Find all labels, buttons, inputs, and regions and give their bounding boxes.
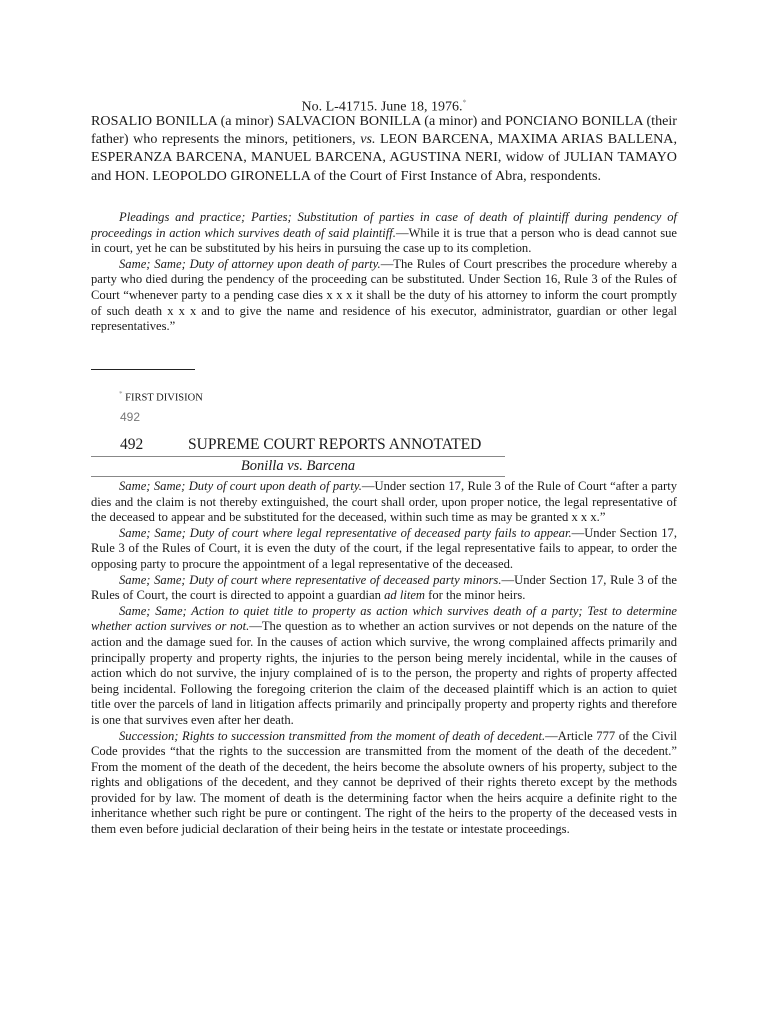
syllabus-paragraph [91, 604, 677, 729]
syllabus-body: —The Rules of Court prescribes the procedure whereby a party who died during the pendency of the proceeding can be substituted. Under Section 16, Rule 3 of the Rules of Court “whenever party to a pending case dies x x x it shall be the duty of his attorney to inform the court promptly of such death x x x and to give the name and residence of his executor, administrator, guardian or other legal representatives.” [91, 256, 677, 334]
syllabus-body: —Under section 17, Rule 3 of the Rule of Court “after a party dies and the claim is not thereby extinguished, the court shall order, upon proper notice, the legal representative of the deceased to appear and be substituted for the deceased, within such time as may be granted x x x.” [91, 479, 677, 525]
syllabus-body: —Article 777 of the Civil Code provides “that the rights to the succession are transmitted from the moment of the death of the decedent.” From the moment of the death of the decedent, the heirs become the absolute owners of his property, subject to the rights and obligations of the decedent, and they cannot be deprived of their rights thereto except by the methods provided for by law. The moment of death is the determining factor when the heirs acquire a definite right to the inheritance whether such right be pure or contingent. The right of the heirs to the property of the deceased vests in them even before judicial declaration of their being heirs in the testate or intestate proceedings. [91, 728, 677, 837]
versus: vs. [360, 131, 376, 148]
syllabus-body: —The question as to whether an action survives or not depends on the nature of the action and the damage sued for. In the causes of action which survive, the wrong complained affects primarily and principally property and property rights, the injuries to the person being merely incidental, while in the causes of action which do not survive, the injury complained of is to the person, the property and rights of property affected being incidental. Following the foregoing criterion the claim of the deceased plaintiff which is an action to quiet title over the parcels of land in litigation affects primarily and principally property and property rights and therefore is one that survives even after her death. [91, 619, 677, 727]
case-caption: Bonilla vs. Barcena [240, 458, 356, 474]
syllabus-paragraph [91, 257, 677, 335]
syllabus-body: —While it is true that a person who is dead cannot sue in court, yet he can be substituted by his heirs in pursuing the case up to its completion. [91, 225, 677, 256]
syllabus-heading: Same; Same; Duty of attorney upon death of party. [119, 256, 381, 271]
footnote [119, 387, 203, 406]
syllabus-section-2 [91, 479, 677, 838]
syllabus-body: —Under Section 17, Rule 3 of the Rules of Court, the court is directed to appoint a guardian [91, 572, 678, 603]
respondents: LEON BARCENA, MAXIMA ARIAS BALLENA, ESPERANZA BARCENA, MANUEL BARCENA, AGUSTINA NERI, widow of JULIAN TAMAYO and HON. LEOPOLDO GIRONELLA of the Court of First Instance of Abra, respondents. [91, 131, 677, 184]
syllabus-paragraph [91, 210, 677, 257]
syllabus-heading: Same; Same; Action to quiet title to property as action which survives death of a party; Test to determine whether action survives or not. [91, 603, 677, 634]
header-rule-top [91, 456, 505, 457]
docket-footnote-mark: * [462, 98, 467, 107]
header-page-number: 492 [120, 436, 144, 453]
syllabus-heading: Same; Same; Duty of court upon death of party. [119, 479, 362, 493]
syllabus-heading: Succession; Rights to succession transmitted from the moment of death of decedent. [119, 728, 546, 743]
docket-number: No. L-41715. June 18, 1976. [301, 99, 463, 115]
syllabus-latin-term: ad litem [384, 588, 426, 603]
syllabus-heading: Same; Same; Duty of court where representative of deceased party minors. [119, 572, 502, 587]
petitioners: ROSALIO BONILLA (a minor) SALVACION BONILLA (a minor) and PONCIANO BONILLA (their father) who represents the minors, petitioners, [91, 113, 677, 148]
syllabus-paragraph [91, 526, 677, 573]
syllabus-paragraph [91, 729, 677, 838]
footnote-divider [91, 369, 195, 370]
syllabus-section-1 [91, 210, 677, 335]
running-header [91, 436, 505, 454]
case-parties [91, 112, 677, 185]
footnote-text: FIRST DIVISION [125, 392, 203, 404]
syllabus-paragraph [91, 479, 677, 526]
page-marker: 492 [120, 410, 141, 424]
syllabus-heading: Pleadings and practice; Parties; Substitution of parties in case of death of plaintiff during pendency of proceedings in action which survives death of said plaintiff. [91, 210, 677, 240]
syllabus-body-end: for the minor heirs. [425, 588, 526, 603]
header-rule-bottom [91, 476, 505, 477]
syllabus-heading: Same; Same; Duty of court where legal representative of deceased party fails to appear. [119, 525, 572, 540]
header-title: SUPREME COURT REPORTS ANNOTATED [188, 436, 482, 453]
syllabus-body: —Under Section 17, Rule 3 of the Rules of Court, it is even the duty of the court, if the legal representative fails to appear, to order the opposing party to procure the appointment of a legal representative of the deceased. [91, 525, 677, 571]
footnote-mark: * [119, 390, 123, 398]
syllabus-paragraph [91, 573, 677, 604]
